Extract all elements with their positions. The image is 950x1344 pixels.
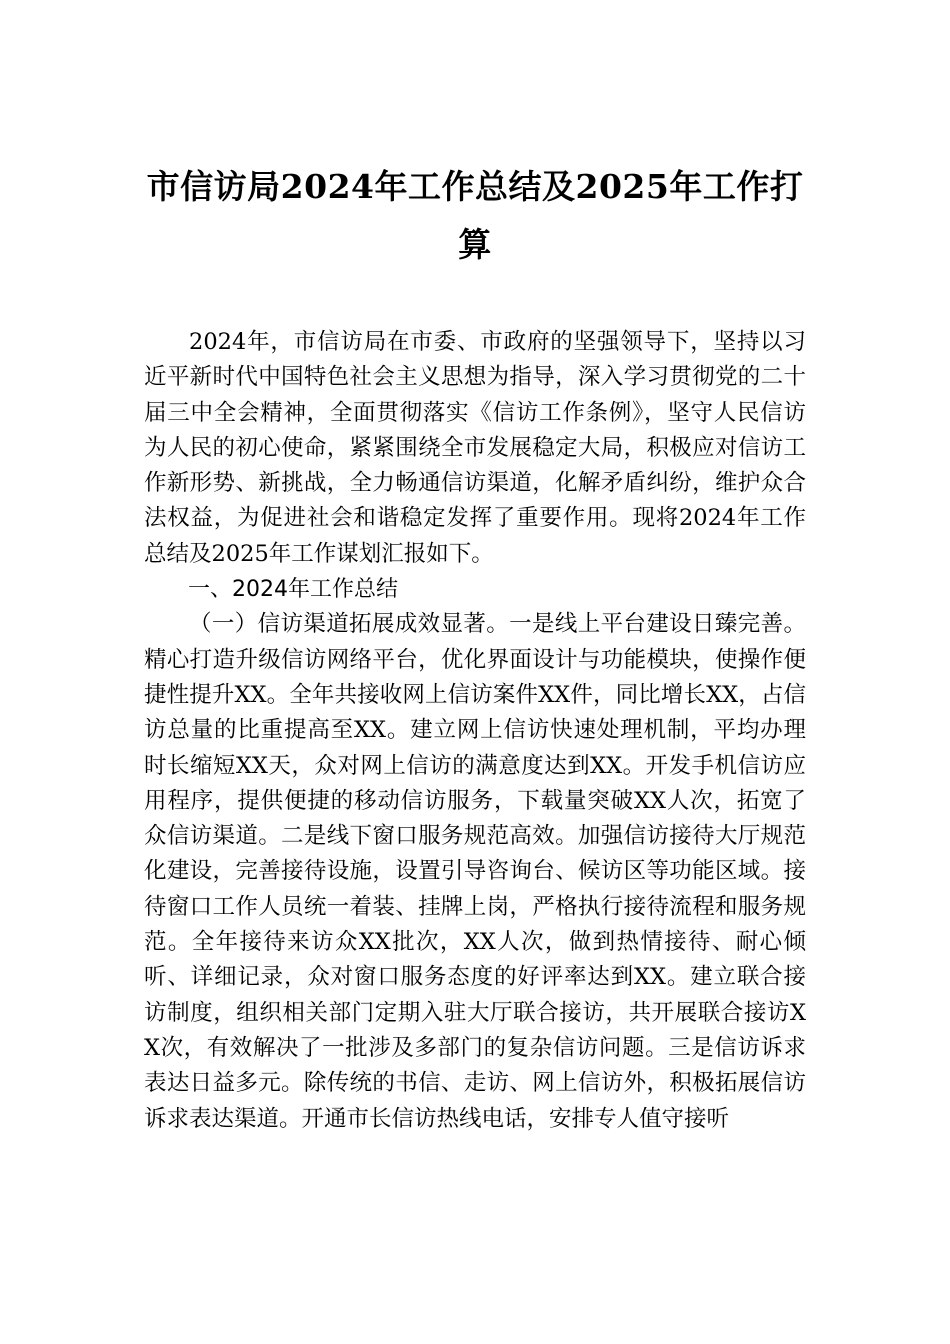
section-heading: 一、2024年工作总结 xyxy=(188,577,398,603)
intro-paragraph: 2024年，市信访局在市委、市政府的坚强领导下，坚持以习近平新时代中国特色社会主义思想为指导，深入学习贯彻党的二十届三中全会精神，全面贯彻落实《信访工作条例》，坚守人民信访为人民的初心使命，紧紧围绕全市发展稳定大局，积极应对信访工作新形势、新挑战，全力畅通信访渠道，化解矛盾纠纷，维护众合法权益，为促进社会和谐稳定发挥了重要作用。现将2024年工作总结及2025年工作谋划汇报如下。 xyxy=(144,329,806,567)
document-body xyxy=(144,325,806,1137)
document-title: 市信访局2024年工作总结及2025年工作打算 xyxy=(146,167,804,264)
body-paragraph: （一）信访渠道拓展成效显著。一是线上平台建设日臻完善。精心打造升级信访网络平台，优化界面设计与功能模块，使操作便捷性提升XX。全年共接收网上信访案件XX件，同比增长XX，占信访总量的比重提高至XX。建立网上信访快速处理机制，平均办理时长缩短XX天，众对网上信访的满意度达到XX。开发手机信访应用程序，提供便捷的移动信访服务，下载量突破XX人次，拓宽了众信访渠道。二是线下窗口服务规范高效。加强信访接待大厅规范化建设，完善接待设施，设置引导咨询台、候访区等功能区域。接待窗口工作人员统一着装、挂牌上岗，严格执行接待流程和服务规范。全年接待来访众XX批次，XX人次，做到热情接待、耐心倾听、详细记录，众对窗口服务态度的好评率达到XX。建立联合接访制度，组织相关部门定期入驻大厅联合接访，共开展联合接访XX次，有效解决了一批涉及多部门的复杂信访问题。三是信访诉求表达日益多元。除传统的书信、走访、网上信访外，积极拓展信访诉求表达渠道。开通市长信访热线电话，安排专人值守接听 xyxy=(144,611,806,1132)
